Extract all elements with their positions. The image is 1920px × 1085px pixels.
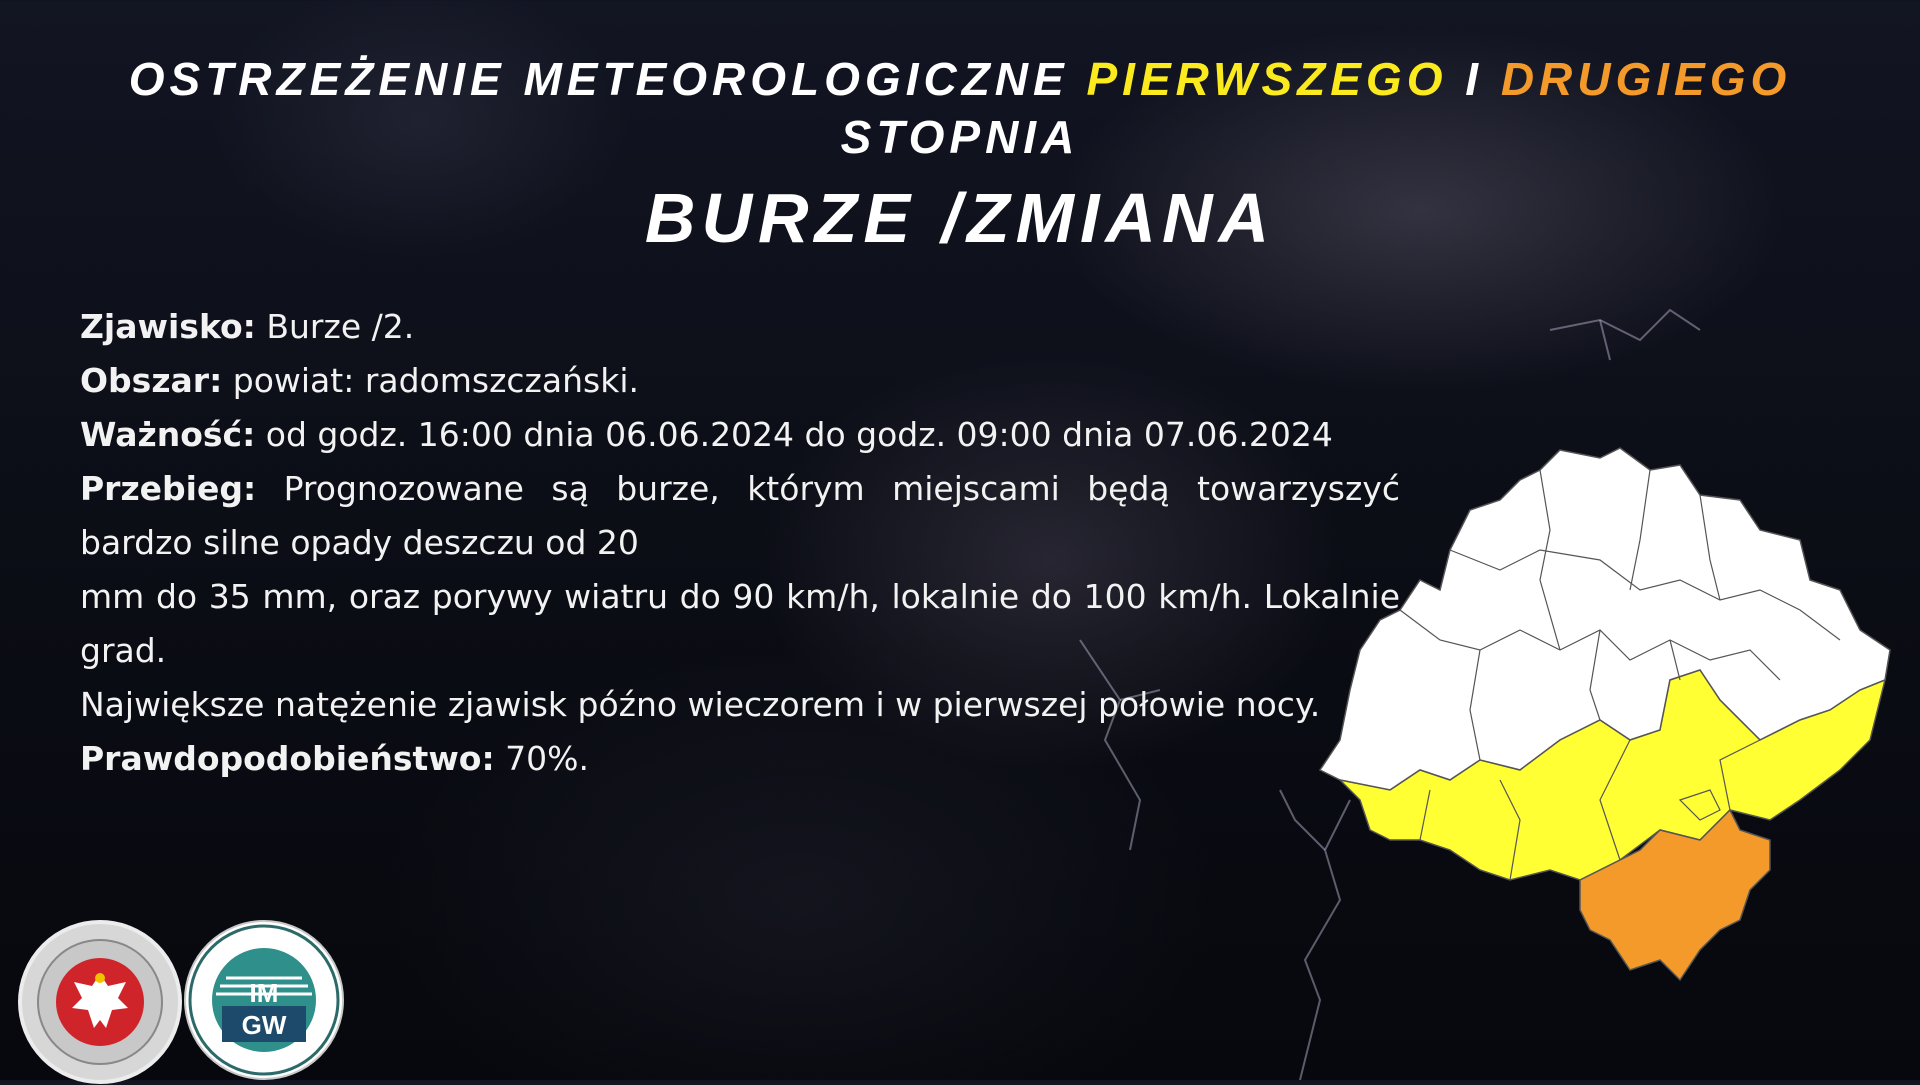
course-row bbox=[80, 462, 1400, 570]
course-row-2: mm do 35 mm, oraz porywy wiatru do 90 km/h, lokalnie do 100 km/h. Lokalnie grad. bbox=[80, 577, 1400, 670]
area-row bbox=[80, 354, 1400, 408]
imgw-abbr-top: IM bbox=[249, 978, 279, 1008]
probability-row bbox=[80, 732, 1400, 786]
phenomenon-row bbox=[80, 300, 1400, 354]
imgw-abbr-bottom: GW bbox=[241, 1010, 287, 1040]
warning-subtitle: BURZE /ZMIANA bbox=[644, 179, 1276, 257]
title-level-first: PIERWSZEGO bbox=[1086, 53, 1448, 105]
title-conjunction: I bbox=[1447, 53, 1501, 105]
validity-row bbox=[80, 408, 1400, 462]
warning-header bbox=[0, 50, 1920, 258]
validity-label: Ważność: bbox=[80, 415, 256, 454]
area-label: Obszar: bbox=[80, 361, 223, 400]
course-row-3: Największe natężenie zjawisk późno wieczorem i w pierwszej połowie nocy. bbox=[80, 685, 1321, 724]
warning-details bbox=[80, 300, 1400, 786]
probability-value: 70%. bbox=[494, 739, 590, 778]
voivodeship-office-logo bbox=[18, 920, 182, 1084]
course-value-1: Prognozowane są burze, którym miejscami będą towarzyszyć bardzo silne opady deszczu od 20 bbox=[80, 469, 1400, 562]
eagle-emblem-icon bbox=[22, 924, 178, 1080]
warning-title-line2: STOPNIA bbox=[840, 111, 1080, 163]
imgw-emblem-icon bbox=[186, 922, 342, 1078]
warning-title bbox=[0, 50, 1920, 108]
title-text: OSTRZEŻENIE METEOROLOGICZNE bbox=[128, 53, 1087, 105]
warning-map bbox=[1300, 440, 1920, 1020]
phenomenon-value: Burze /2. bbox=[255, 307, 415, 346]
probability-label: Prawdopodobieństwo: bbox=[80, 739, 495, 778]
validity-value: od godz. 16:00 dnia 06.06.2024 do godz. 09:00 dnia 07.06.2024 bbox=[255, 415, 1333, 454]
imgw-logo bbox=[184, 920, 344, 1080]
title-level-second: DRUGIEGO bbox=[1500, 53, 1792, 105]
phenomenon-label: Zjawisko: bbox=[80, 307, 256, 346]
area-value: powiat: radomszczański. bbox=[222, 361, 639, 400]
course-label: Przebieg: bbox=[80, 469, 257, 508]
